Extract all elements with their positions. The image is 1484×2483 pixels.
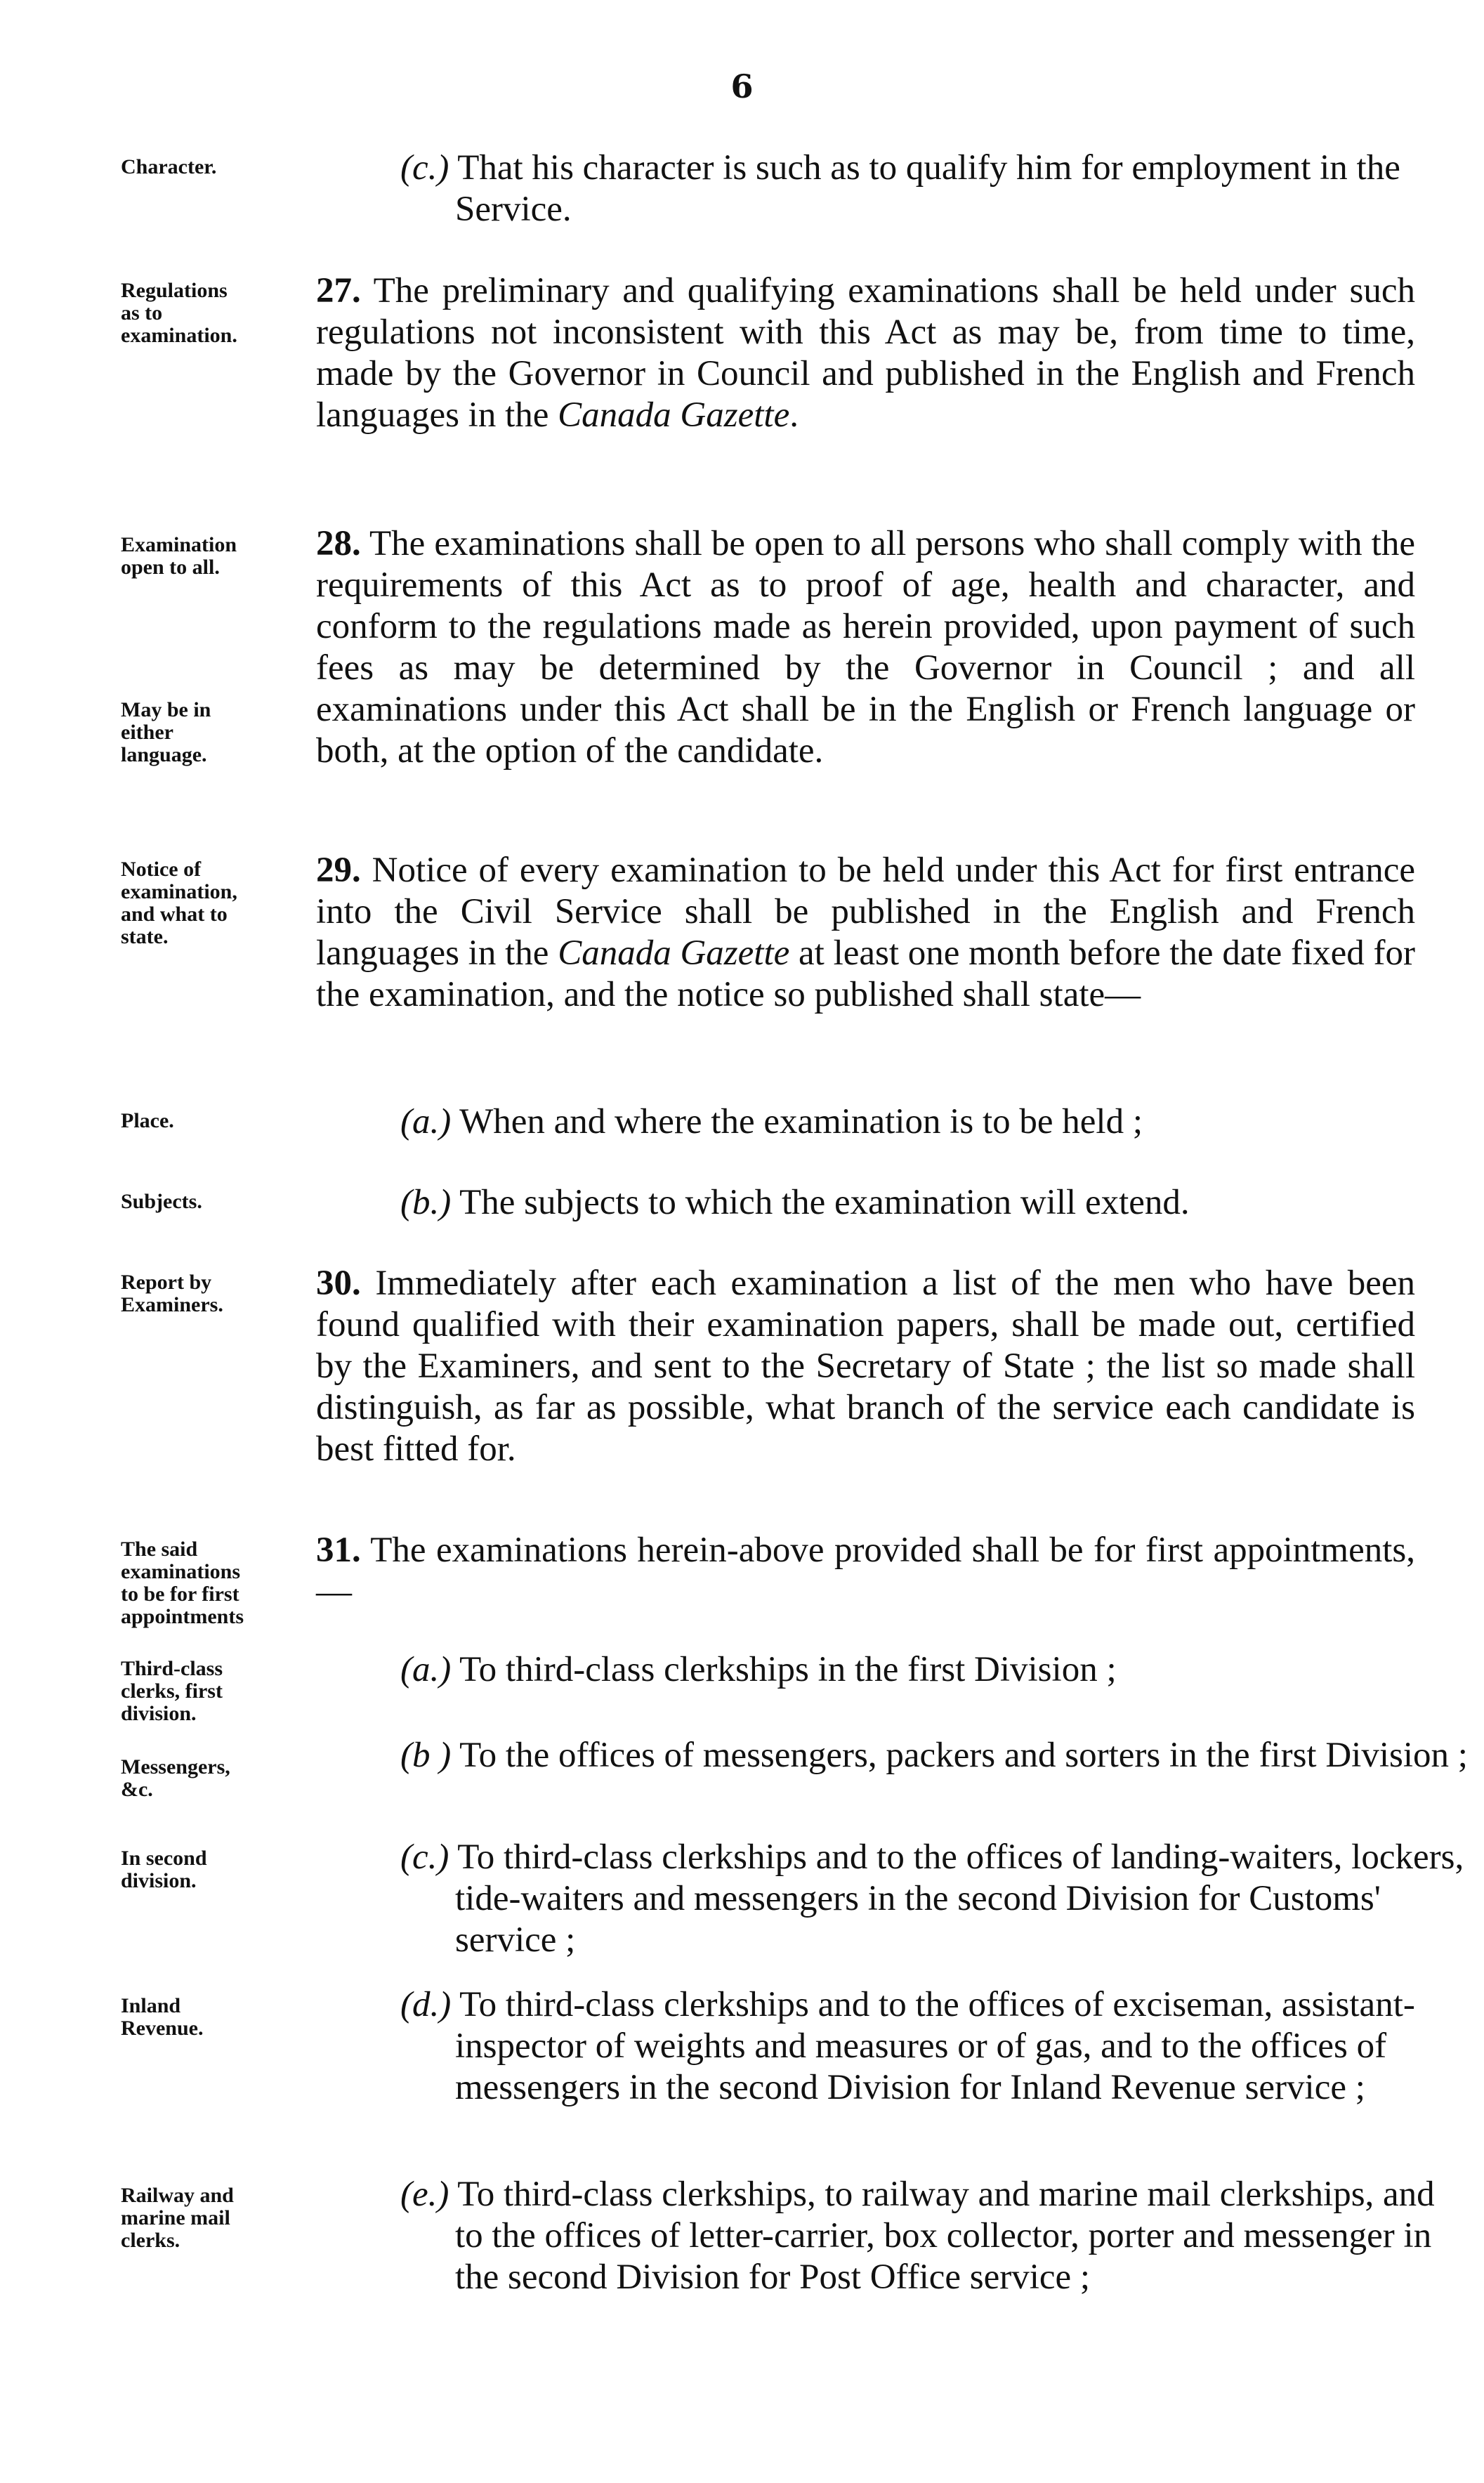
gazette-title: Canada Gazette bbox=[558, 395, 790, 435]
section-number: 27. bbox=[316, 271, 361, 310]
margin-note-first-appointments: The said examinations to be for first appointments bbox=[121, 1538, 244, 1628]
item-label: (b ) bbox=[400, 1736, 452, 1775]
item-label: (e.) bbox=[400, 2175, 449, 2214]
item-text: To third-class clerkships, to railway and marine mail clerkships, and to the offices of letter-carrier, box collector, porter and messenger in the second Division for Post Office service ; bbox=[455, 2175, 1435, 2297]
margin-note-either-language: May be in either language. bbox=[121, 698, 211, 766]
item-label: (d.) bbox=[400, 1985, 452, 2024]
section-number: 29. bbox=[316, 851, 361, 890]
margin-note-examination-open: Examination open to all. bbox=[121, 533, 237, 579]
s31-item-c bbox=[400, 1837, 1470, 1961]
section-number: 30. bbox=[316, 1264, 361, 1303]
margin-note-character: Character. bbox=[121, 155, 217, 178]
s31-item-e bbox=[400, 2174, 1470, 2298]
item-label: (b.) bbox=[400, 1183, 452, 1222]
item-label: (c.) bbox=[400, 148, 449, 188]
margin-note-notice: Notice of examination, and what to state. bbox=[121, 858, 237, 948]
margin-note-railway-mail: Railway and marine mail clerks. bbox=[121, 2184, 234, 2252]
section-text-end: at least one month before the date fixed for the examination, and the notice so published shall state— bbox=[316, 933, 1416, 1014]
margin-note-third-class-clerks: Third-class clerks, first division. bbox=[121, 1657, 223, 1725]
section-text: Notice of every examination to be held under this Act for first entrance into the Civil Service shall be published in the English and French languages in the bbox=[316, 851, 1416, 973]
margin-note-subjects: Subjects. bbox=[121, 1190, 202, 1213]
item-text: The subjects to which the examination will extend. bbox=[459, 1183, 1190, 1222]
section-text-end: . bbox=[789, 395, 799, 435]
page-number: 6 bbox=[730, 67, 754, 105]
margin-note-place: Place. bbox=[121, 1109, 174, 1132]
section-text: Immediately after each examination a list of the men who have been found qualified with their examination papers, shall be made out, certified by the Examiners, and sent to the Secretary of State ; the list so made shall distinguish, as far as possible, what branch of the service each candidate is best fitted for. bbox=[316, 1264, 1416, 1469]
item-text: To third-class clerkships in the first Division ; bbox=[459, 1650, 1117, 1689]
item-subjects bbox=[400, 1182, 1470, 1224]
item-text: To third-class clerkships and to the offices of landing-waiters, lockers, tide-waiters and messengers in the second Division for Customs' service ; bbox=[455, 1837, 1464, 1960]
item-label: (a.) bbox=[400, 1650, 452, 1689]
section-27 bbox=[316, 270, 1415, 436]
item-text: To the offices of messengers, packers and sorters in the first Division ; bbox=[459, 1736, 1468, 1775]
section-text: The preliminary and qualifying examinations shall be held under such regulations not inconsistent with this Act as may be, from time to time, made by the Governor in Council and published in the English and French languages in the bbox=[316, 271, 1415, 435]
margin-note-regulations: Regulations as to examination. bbox=[121, 279, 237, 347]
section-31 bbox=[316, 1530, 1415, 1613]
margin-note-second-division: In second division. bbox=[121, 1847, 207, 1892]
item-place bbox=[400, 1101, 1470, 1143]
item-label: (c.) bbox=[400, 1837, 449, 1877]
item-text: To third-class clerkships and to the offices of exciseman, assistant-inspector of weights and measures or of gas, and to the offices of messengers in the second Division for Inland Revenue service ; bbox=[455, 1985, 1415, 2107]
margin-note-inland-revenue: Inland Revenue. bbox=[121, 1994, 204, 2040]
s31-item-b bbox=[400, 1735, 1470, 1776]
section-text: The examinations herein-above provided shall be for first appointments,— bbox=[316, 1531, 1415, 1611]
section-number: 31. bbox=[316, 1531, 361, 1570]
section-28 bbox=[316, 523, 1415, 772]
item-text: When and where the examination is to be held ; bbox=[459, 1102, 1143, 1141]
s31-item-d bbox=[400, 1984, 1470, 2109]
section-30 bbox=[316, 1263, 1415, 1470]
margin-note-messengers: Messengers, &c. bbox=[121, 1755, 230, 1801]
margin-note-report: Report by Examiners. bbox=[121, 1271, 223, 1316]
gazette-title: Canada Gazette bbox=[558, 933, 790, 973]
item-label: (a.) bbox=[400, 1102, 452, 1141]
item-character bbox=[400, 148, 1470, 230]
s31-item-a bbox=[400, 1649, 1470, 1691]
section-29 bbox=[316, 850, 1415, 1016]
section-number: 28. bbox=[316, 524, 361, 563]
section-text: The examinations shall be open to all persons who shall comply with the requirements of this Act as to proof of age, health and character, and conform to the regulations made as herein provided, upon payment of such fees as may be determined by the Governor in Council ; and all examinations under this Act shall be in the English or French language or both, at the option of the candidate. bbox=[316, 524, 1415, 771]
item-text: That his character is such as to qualify him for employment in the Service. bbox=[455, 148, 1400, 229]
